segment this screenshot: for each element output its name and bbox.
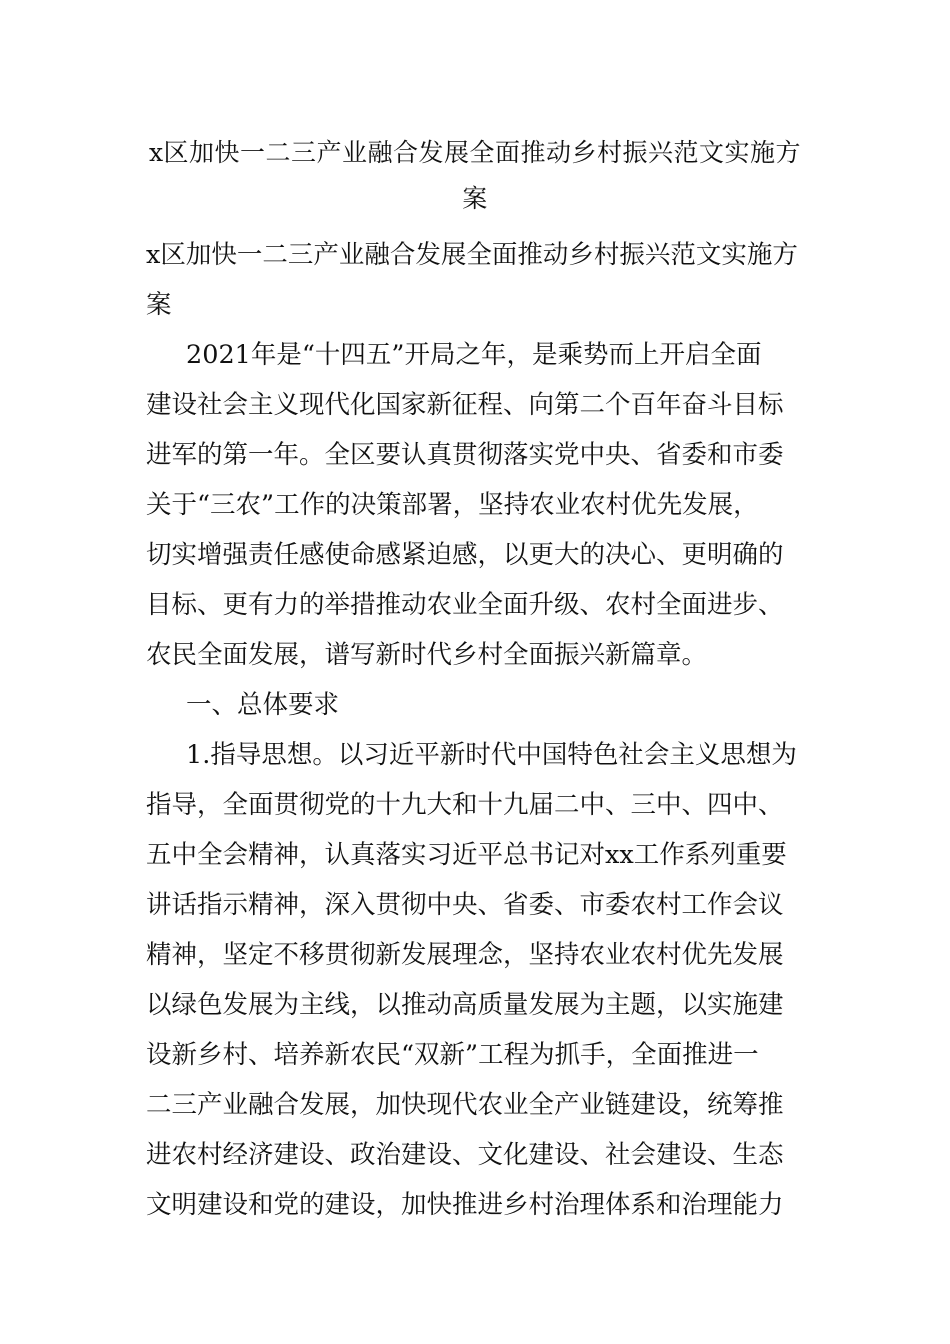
subtitle-line-1: x区加快一二三产业融合发展全面推动乡村振兴范文实施方 — [146, 240, 798, 270]
paragraph-line: 关于“三农”工作的决策部署，坚持农业农村优先发展， — [146, 490, 759, 520]
title-line-2: 案 — [462, 184, 488, 213]
paragraph-line: 农民全面发展，谱写新时代乡村全面振兴新篇章。 — [146, 640, 708, 670]
section-heading-text: 一、总体要求 — [186, 690, 340, 720]
paragraph-line: 讲话指示精神，深入贯彻中央、省委、市委农村工作会议 — [146, 890, 784, 920]
paragraph-line: 精神，坚定不移贯彻新发展理念，坚持农业农村优先发展 — [146, 940, 784, 970]
paragraph-line: 2021年是“十四五”开局之年，是乘势而上开启全面 — [186, 340, 762, 370]
paragraph-line: 建设社会主义现代化国家新征程、向第二个百年奋斗目标 — [146, 390, 784, 420]
document-title — [140, 130, 810, 222]
paragraph-line: 目标、更有力的举措推动农业全面升级、农村全面进步、 — [146, 590, 784, 620]
paragraph-line: 进军的第一年。全区要认真贯彻落实党中央、省委和市委 — [146, 440, 784, 470]
section-heading-overall-requirements — [146, 680, 810, 730]
document-subtitle — [146, 230, 810, 330]
paragraph-line: 以绿色发展为主线，以推动高质量发展为主题，以实施建 — [146, 990, 784, 1020]
paragraph-line: 五中全会精神，认真落实习近平总书记对xx工作系列重要 — [146, 840, 787, 870]
document-body — [146, 230, 810, 1230]
paragraph-intro — [146, 330, 810, 680]
paragraph-line: 1.指导思想。以习近平新时代中国特色社会主义思想为 — [186, 740, 797, 770]
paragraph-line: 指导，全面贯彻党的十九大和十九届二中、三中、四中、 — [146, 790, 784, 820]
title-line-1: x区加快一二三产业融合发展全面推动乡村振兴范文实施方 — [148, 138, 802, 167]
paragraph-line: 设新乡村、培养新农民“双新”工程为抓手，全面推进一 — [146, 1040, 759, 1070]
paragraph-line: 文明建设和党的建设，加快推进乡村治理体系和治理能力 — [146, 1190, 784, 1220]
paragraph-guiding-thought — [146, 730, 810, 1230]
paragraph-line: 进农村经济建设、政治建设、文化建设、社会建设、生态 — [146, 1140, 784, 1170]
paragraph-line: 二三产业融合发展，加快现代农业全产业链建设，统筹推 — [146, 1090, 784, 1120]
paragraph-line: 切实增强责任感使命感紧迫感，以更大的决心、更明确的 — [146, 540, 784, 570]
subtitle-line-2: 案 — [146, 290, 172, 320]
